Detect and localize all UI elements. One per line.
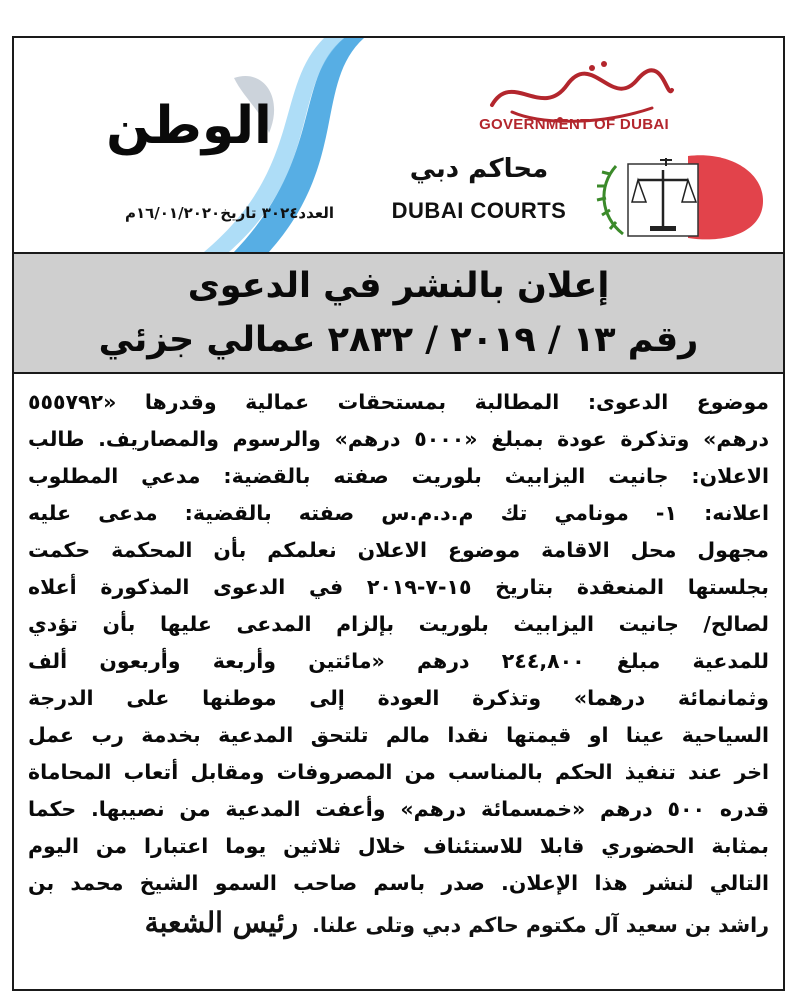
- issue-number-date: العدد٣٠٢٤ تاريخ١٦/٠١/٢٠٢٠م: [124, 204, 334, 222]
- body-line: درهم» وتذكرة عودة بمبلغ «٥٠٠٠ درهم» والرسوم والمصاريف. طالب: [28, 427, 769, 451]
- body-line: مجهول محل الاقامة موضوع الاعلان نعلمكم بأن المحكمة حكمت: [28, 538, 769, 562]
- body-line: وثمانمائة درهما» وتذكرة العودة إلى موطنها على الدرجة: [28, 686, 769, 710]
- dubai-courts-scales-icon: [588, 146, 766, 246]
- announcement-frame: [12, 36, 785, 991]
- case-number-title: رقم ١٣ / ٢٠١٩ / ٢٨٣٢ عمالي جزئي: [98, 320, 699, 360]
- announcement-title-band: [14, 252, 783, 374]
- announcement-body: [28, 384, 769, 944]
- body-line: موضوع الدعوى: المطالبة بمستحقات عمالية وقدرها «٥٥٥٧٩٢: [28, 390, 769, 414]
- body-line: للمدعية مبلغ ٢٤٤,٨٠٠ درهم «مائتين وأربعة وأربعون ألف: [28, 649, 769, 673]
- body-line: لصالح/ جانيت اليزابيث بلوريت بإلزام المدعى عليها بأن تؤدي: [28, 612, 769, 636]
- body-line: اخر عند تنفيذ الحكم بالمناسب من المصروفات ومقابل أتعاب المحاماة: [28, 760, 769, 784]
- body-last-line: [28, 902, 769, 944]
- body-line: اعلانه: ١- مونامي تك م.د.م.س صفته بالقضية: مدعى عليه: [28, 501, 769, 525]
- newspaper-name: الوطن: [106, 96, 272, 156]
- body-line: بجلستها المنعقدة بتاريخ ١٥-٧-٢٠١٩ في الدعوى المذكورة أعلاه: [28, 575, 769, 599]
- announcement-title: إعلان بالنشر في الدعوى: [187, 266, 610, 306]
- body-line: بمثابة الحضوري قابلا للاستئناف خلال ثلاثين يوما اعتبارا من اليوم: [28, 834, 769, 858]
- body-line: السياحية عينا او قيمتها نقدا مالم تلتحق المدعية بخدمة رب عمل: [28, 723, 769, 747]
- body-line: الاعلان: جانيت اليزابيث بلوريت صفته بالقضية: مدعي المطلوب: [28, 464, 769, 488]
- announcement-header: [14, 38, 783, 252]
- courts-name-ar: محاكم دبي: [409, 154, 549, 184]
- body-line: قدره ٥٠٠ درهم «خمسمائة درهم» وأعفت المدعية من نصيبها. حكما: [28, 797, 769, 821]
- courts-name-en: DUBAI COURTS: [391, 198, 567, 223]
- body-line: التالي لنشر هذا الإعلان. صدر باسم صاحب السمو الشيخ محمد بن: [28, 871, 769, 895]
- signature-title: رئيس الشعبة: [144, 906, 299, 939]
- government-name-en: GOVERNMENT OF DUBAI: [479, 116, 669, 133]
- body-closing-text: راشد بن سعيد آل مكتوم حاكم دبي وتلى علنا.: [312, 913, 769, 937]
